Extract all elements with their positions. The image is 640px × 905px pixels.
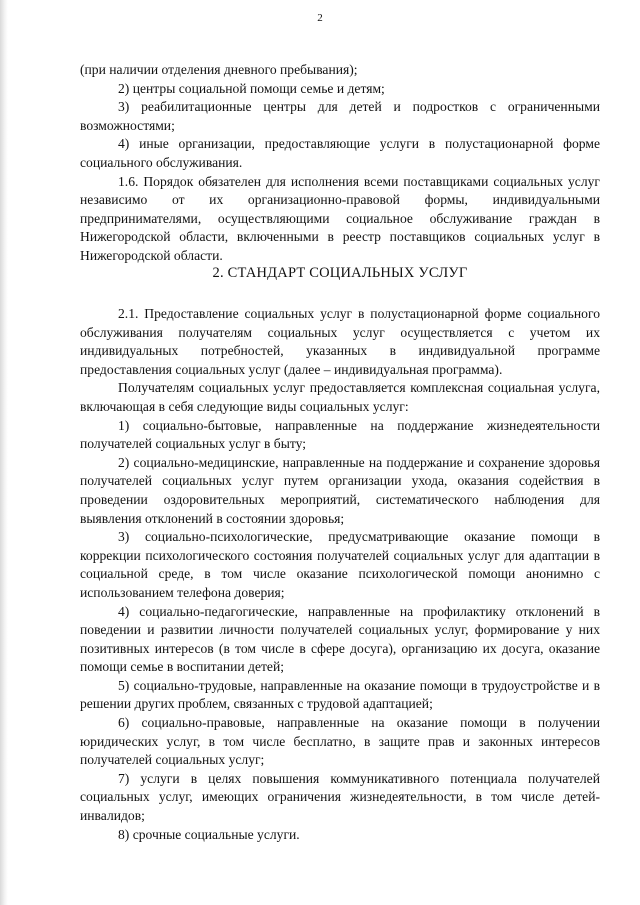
paragraph: Получателям социальных услуг предоставляется комплексная социальная услуга, включающая в себя следующие виды социальных услуг: [80,380,600,414]
text-block-top [80,61,600,266]
list-item: 4) иные организации, предоставляющие услуги в полустационарной форме социального обслуживания. [80,136,600,170]
page-number: 2 [317,12,323,24]
list-item: 3) реабилитационные центры для детей и подростков с ограниченными возможностями; [80,99,600,133]
list-item: 6) социально-правовые, направленные на оказание помощи в получении юридических услуг, в том числе бесплатно, в защите прав и законных интересов получателей социальных услуг; [80,715,600,768]
list-item: 4) социально-педагогические, направленные на профилактику отклонений в поведении и развитии личности получателей социальных услуг, формирование у них позитивных интересов (в том числе в сфере досуга), организацию их досуга, оказание помощи семье в воспитании детей; [80,603,600,675]
clause-2-1: 2.1. Предоставление социальных услуг в полустационарной форме социального обслуживания получателям социальных услуг осуществляется с учетом их индивидуальных потребностей, указанных в индивидуальной программе предоставления социальных услуг (далее – индивидуальная программа). [80,306,600,377]
clause-1-6: 1.6. Порядок обязателен для исполнения всеми поставщиками социальных услуг независимо от их организационно-правовой формы, индивидуальными предпринимателями, осуществляющими социальное обслуживание граждан в Нижегородской области, включенными в реестр поставщиков социальных услуг в Нижегородской области. [80,173,600,263]
list-item: 8) срочные социальные услуги. [118,826,300,842]
list-item: 1) социально-бытовые, направленные на поддержание жизнедеятельности получателей социальных услуг в быту; [80,417,600,452]
paragraph: (при наличии отделения дневного пребывания); [80,62,358,77]
list-item: 2) социально-медицинские, направленные на поддержание и сохранение здоровья получателей социальных услуг путем организации ухода, оказания содействия в проведении оздоровительных мероприятий, систематического наблюдения для выявления отклонений в состоянии здоровья; [80,454,600,526]
list-item: 5) социально-трудовые, направленные на оказание помощи в трудоустройстве и в решении других проблем, связанных с трудовой адаптацией; [80,677,600,712]
list-item: 3) социально-психологические, предусматривающие оказание помощи в коррекции психологического состояния получателей социальных услуг для адаптации в социальной среде, в том числе оказание психологической помощи анонимно с использованием телефона доверия; [80,529,600,600]
list-item: 2) центры социальной помощи семье и детям; [118,80,385,96]
scan-edge-shadow [0,0,8,905]
text-block-section-2 [80,305,600,844]
list-item: 7) услуги в целях повышения коммуникативного потенциала получателей социальных услуг, имеющих ограничения жизнедеятельности, в том числе детей-инвалидов; [80,770,600,824]
section-heading: 2. СТАНДАРТ СОЦИАЛЬНЫХ УСЛУГ [212,265,468,281]
